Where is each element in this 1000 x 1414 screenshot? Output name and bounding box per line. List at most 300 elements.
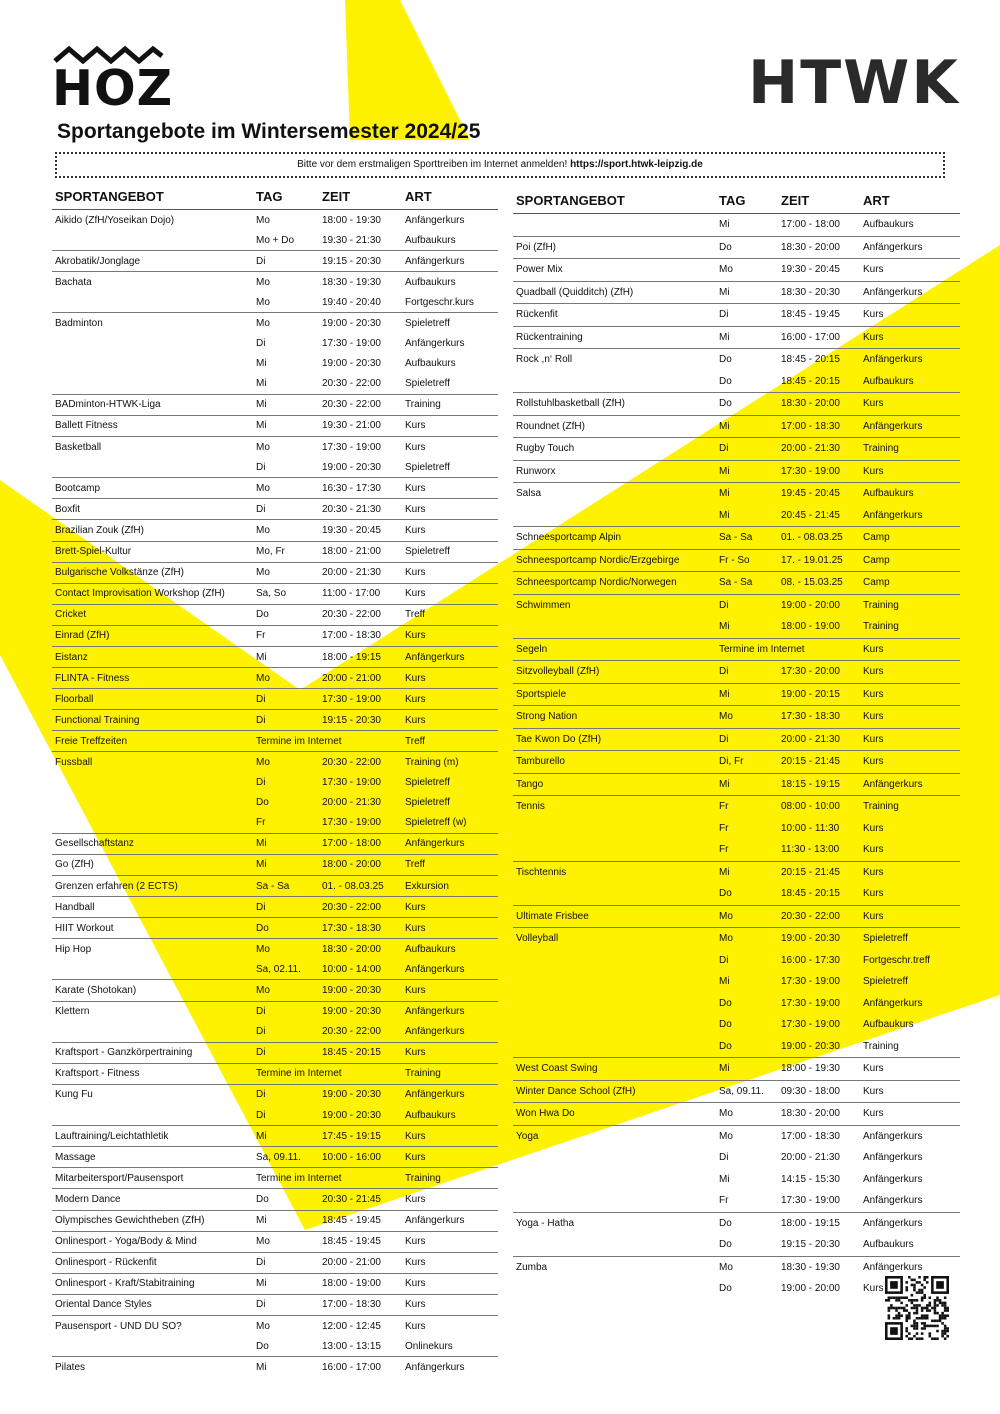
header-sport: SPORTANGEBOT (55, 188, 164, 204)
time: 13:00 - 13:15 (322, 1340, 381, 1352)
time: 19:30 - 21:30 (322, 234, 381, 246)
time: 12:00 - 12:45 (322, 1320, 381, 1332)
day: Mo (719, 1108, 733, 1120)
type: Kurs (405, 985, 426, 997)
time: 20:30 - 22:00 (322, 378, 381, 390)
day: Mi (719, 420, 730, 432)
time: 17:30 - 19:00 (322, 338, 381, 350)
day: Mi (719, 488, 730, 500)
sport-name: Karate (Shotokan) (55, 985, 137, 997)
time: 09:30 - 18:00 (781, 1085, 840, 1097)
day: Mo (256, 1320, 270, 1332)
type: Kurs (405, 1299, 426, 1311)
sport-name: Pausensport - UND DU SO? (55, 1320, 182, 1332)
type: Kurs (405, 1047, 426, 1059)
table-row (52, 457, 498, 477)
table-row (52, 917, 498, 938)
time: 19:30 - 20:45 (322, 524, 381, 536)
table-row (52, 1084, 498, 1105)
day: Mo, Fr (256, 546, 285, 558)
type: Kurs (405, 524, 426, 536)
time: 19:00 - 20:30 (322, 1006, 381, 1018)
table-row (52, 436, 498, 457)
time: 19:00 - 20:00 (781, 1283, 840, 1295)
table-row (52, 230, 498, 250)
table-row (513, 1190, 960, 1212)
time: 18:00 - 19:00 (781, 621, 840, 633)
day: Mo (719, 264, 733, 276)
table-row (513, 883, 960, 905)
type: Spieletreff (405, 797, 450, 809)
header-type: ART (863, 192, 890, 208)
table-row (52, 959, 498, 979)
day: Sa - Sa (719, 532, 753, 544)
day: Di (256, 255, 266, 267)
type: Kurs (405, 714, 426, 726)
table-row (52, 646, 498, 667)
time: 16:00 - 17:30 (781, 954, 840, 966)
type: Anfängerkurs (405, 255, 465, 267)
time: 11:00 - 17:00 (322, 588, 381, 600)
type: Camp (863, 577, 890, 589)
table-row (513, 415, 960, 438)
table-row (52, 938, 498, 959)
day: Di, Fr (719, 756, 744, 768)
time: 17:30 - 19:00 (781, 1195, 840, 1207)
day: Mo + Do (256, 234, 295, 246)
time: 18:45 - 19:45 (322, 1236, 381, 1248)
table-row (52, 793, 498, 813)
time: 17:00 - 18:30 (781, 420, 840, 432)
type: Kurs (863, 711, 884, 723)
time: 19:00 - 20:00 (781, 599, 840, 611)
table-row (52, 312, 498, 333)
sport-name: Onlinesport - Yoga/Body & Mind (55, 1236, 197, 1248)
time: 17:30 - 19:00 (322, 777, 381, 789)
table-row (52, 604, 498, 625)
time: 18:30 - 20:00 (781, 1108, 840, 1120)
table-row (513, 905, 960, 928)
type: Kurs (405, 441, 426, 453)
table-row (513, 1169, 960, 1191)
time: 18:45 - 20:15 (781, 354, 840, 366)
header-time: ZEIT (322, 188, 351, 204)
type: Spieletreff (863, 933, 908, 945)
day: Di (256, 714, 266, 726)
type: Anfängerkurs (405, 1215, 465, 1227)
type: Kurs (405, 588, 426, 600)
time: 16:00 - 17:00 (781, 331, 840, 343)
time: 20:30 - 22:00 (322, 1026, 381, 1038)
type: Anfängerkurs (863, 1152, 923, 1164)
type: Training (863, 599, 899, 611)
day: Di (256, 1089, 266, 1101)
day: Do (719, 398, 732, 410)
day: Sa, 09.11. (719, 1085, 764, 1097)
day: Termine im Internet (719, 643, 805, 655)
time: 18:00 - 19:30 (322, 214, 381, 226)
table-row (52, 1273, 498, 1294)
time: 20:00 - 21:30 (781, 443, 840, 455)
type: Kurs (863, 756, 884, 768)
type: Kurs (405, 693, 426, 705)
table-row (513, 392, 960, 415)
time: 20:30 - 22:00 (781, 910, 840, 922)
sport-name: Tango (516, 778, 544, 790)
time: 18:00 - 19:15 (781, 1217, 840, 1229)
sport-name: Eistanz (55, 651, 88, 663)
sport-name: Pilates (55, 1361, 86, 1373)
type: Anfängerkurs (405, 963, 465, 975)
type: Training (405, 399, 441, 411)
time: 18:30 - 19:30 (322, 276, 381, 288)
day: Di (719, 309, 729, 321)
time: 20:30 - 22:00 (322, 901, 381, 913)
time: 17:30 - 19:00 (322, 441, 381, 453)
day: Mo (256, 567, 270, 579)
table-row (52, 688, 498, 709)
time: 17:45 - 19:15 (322, 1130, 381, 1142)
time: 18:30 - 19:30 (781, 1261, 840, 1273)
type: Kurs (405, 420, 426, 432)
day: Do (719, 888, 732, 900)
page-title: Sportangebote im Wintersemester 2024/25 (57, 120, 481, 143)
day: Mi (256, 378, 267, 390)
sport-name: Kraftsport - Fitness (55, 1068, 140, 1080)
type: Anfängerkurs (863, 1130, 923, 1142)
sport-name: Grenzen erfahren (2 ECTS) (55, 880, 178, 892)
sport-name: Floorball (55, 693, 94, 705)
day: Mo (719, 910, 733, 922)
table-row (52, 1294, 498, 1315)
time: 19:30 - 20:45 (781, 264, 840, 276)
type: Kurs (863, 398, 884, 410)
day: Do (719, 354, 732, 366)
type: Anfängerkurs (863, 1173, 923, 1185)
sport-name: Runworx (516, 465, 556, 477)
day: Mi (256, 1215, 267, 1227)
time: 19:00 - 20:30 (322, 985, 381, 997)
table-row (52, 709, 498, 730)
table-row (513, 214, 960, 236)
time: 17:30 - 20:00 (781, 666, 840, 678)
table-row (52, 751, 498, 772)
sport-name: Schneesportcamp Nordic/Erzgebirge (516, 554, 680, 566)
day: Fr (719, 844, 729, 856)
table-row (513, 1014, 960, 1036)
day: Mi (719, 621, 730, 633)
time: 17. - 19.01.25 (781, 554, 843, 566)
sport-name: Poi (ZfH) (516, 241, 556, 253)
type: Anfängerkurs (863, 354, 923, 366)
time: 01. - 08.03.25 (322, 880, 384, 892)
type: Aufbaukurs (405, 358, 456, 370)
table-row (513, 1036, 960, 1058)
time: 17:30 - 18:30 (322, 922, 381, 934)
sport-name: Modern Dance (55, 1193, 121, 1205)
time: 19:00 - 20:30 (322, 1109, 381, 1121)
table-row (52, 1188, 498, 1209)
day: Do (256, 1340, 269, 1352)
time: 19:00 - 20:30 (322, 461, 381, 473)
sport-name: BADminton-HTWK-Liga (55, 399, 161, 411)
type: Kurs (863, 688, 884, 700)
sport-name: Segeln (516, 643, 548, 655)
day: Mo (256, 482, 270, 494)
qr-code-icon[interactable] (885, 1276, 949, 1340)
table-row (52, 896, 498, 917)
day: Mi (719, 219, 730, 231)
time: 20:00 - 21:00 (322, 672, 381, 684)
table-row (513, 993, 960, 1015)
table-row (513, 638, 960, 661)
sport-name: Massage (55, 1151, 96, 1163)
time: 19:00 - 20:30 (322, 358, 381, 370)
day: Mo (256, 441, 270, 453)
sport-name: Contact Improvisation Workshop (ZfH) (55, 588, 225, 600)
day: Fr - So (719, 554, 750, 566)
type: Kurs (405, 1320, 426, 1332)
table-row (52, 833, 498, 854)
day: Mi (256, 1361, 267, 1373)
type: Spieletreff (405, 318, 450, 330)
table-row (52, 292, 498, 312)
time: 17:30 - 19:00 (781, 997, 840, 1009)
type: Anfängerkurs (405, 838, 465, 850)
table-row (513, 594, 960, 617)
time: 17:30 - 19:00 (322, 693, 381, 705)
time: 19:15 - 20:30 (322, 255, 381, 267)
sport-name: Kung Fu (55, 1089, 93, 1101)
day: Di (256, 777, 266, 789)
type: Training (863, 1040, 899, 1052)
sport-name: Brett-Spiel-Kultur (55, 546, 132, 558)
day: Di (719, 1152, 729, 1164)
sport-name: Bachata (55, 276, 92, 288)
sport-name: Zumba (516, 1261, 548, 1273)
type: Kurs (863, 309, 884, 321)
table-row (52, 1252, 498, 1273)
sport-name: Tae Kwon Do (ZfH) (516, 733, 602, 745)
sport-name: Aikido (ZfH/Yoseikan Dojo) (55, 214, 175, 226)
table-row (52, 394, 498, 415)
sport-name: FLINTA - Fitness (55, 672, 130, 684)
type: Kurs (863, 264, 884, 276)
time: 17:30 - 19:00 (781, 1019, 840, 1031)
sport-name: Klettern (55, 1006, 90, 1018)
table-row (513, 571, 960, 594)
day: Mi (256, 859, 267, 871)
type: Kurs (405, 1236, 426, 1248)
type: Kurs (863, 733, 884, 745)
time: 14:15 - 15:30 (781, 1173, 840, 1185)
day: Mi (256, 399, 267, 411)
day: Do (256, 797, 269, 809)
table-row (513, 1256, 960, 1279)
type: Kurs (863, 844, 884, 856)
type: Anfängerkurs (405, 214, 465, 226)
sport-name: Sportspiele (516, 688, 567, 700)
sport-name: Won Hwa Do (516, 1108, 575, 1120)
type: Aufbaukurs (863, 488, 914, 500)
table-row (513, 236, 960, 259)
day: Do (719, 1239, 732, 1251)
day: Termine im Internet (256, 735, 342, 747)
table-row (52, 1336, 498, 1356)
sport-name: Kraftsport - Ganzkörpertraining (55, 1047, 193, 1059)
day: Di (256, 1299, 266, 1311)
table-row (513, 773, 960, 796)
table-row (513, 549, 960, 572)
day: Sa, 09.11. (256, 1151, 301, 1163)
time: 19:00 - 20:15 (781, 688, 840, 700)
type: Training (405, 1068, 441, 1080)
sport-name: Strong Nation (516, 711, 578, 723)
table-row (513, 1102, 960, 1125)
table-row (513, 927, 960, 950)
registration-link[interactable]: https://sport.htwk-leipzig.de (570, 159, 703, 170)
time: 18:45 - 19:45 (322, 1215, 381, 1227)
time: 20:00 - 21:30 (322, 797, 381, 809)
table-row (52, 1210, 498, 1231)
day: Mi (719, 976, 730, 988)
day: Di (256, 338, 266, 350)
time: 18:30 - 20:00 (781, 398, 840, 410)
table-row (52, 773, 498, 793)
type: Spieletreff (405, 461, 450, 473)
table-header (52, 183, 498, 210)
table-row (52, 250, 498, 271)
table-row (513, 705, 960, 728)
table-row (513, 683, 960, 706)
time: 16:30 - 17:30 (322, 482, 381, 494)
table-row (513, 281, 960, 304)
sport-name: Badminton (55, 318, 103, 330)
sport-name: Olympisches Gewichtheben (ZfH) (55, 1215, 205, 1227)
sport-name: Yoga (516, 1130, 539, 1142)
type: Kurs (405, 672, 426, 684)
type: Aufbaukurs (863, 219, 914, 231)
type: Training (405, 1172, 441, 1184)
time: 20:00 - 21:00 (322, 1257, 381, 1269)
table-row (513, 861, 960, 884)
time: 20:15 - 21:45 (781, 866, 840, 878)
day: Mo (256, 985, 270, 997)
registration-notice (55, 152, 945, 178)
day: Di (256, 1006, 266, 1018)
sport-name: Einrad (ZfH) (55, 630, 110, 642)
type: Spieletreff (405, 777, 450, 789)
type: Anfängerkurs (405, 1361, 465, 1373)
type: Kurs (863, 822, 884, 834)
type: Spieletreff (863, 976, 908, 988)
type: Aufbaukurs (405, 1109, 456, 1121)
day: Fr (256, 630, 266, 642)
day: Di (256, 1109, 266, 1121)
sport-name: Tischtennis (516, 866, 567, 878)
time: 18:00 - 19:15 (322, 651, 381, 663)
day: Mo (256, 276, 270, 288)
sport-name: Winter Dance School (ZfH) (516, 1085, 636, 1097)
hoz-logo-text: HOZ (52, 60, 174, 117)
sport-name: Functional Training (55, 714, 140, 726)
sport-name: Power Mix (516, 264, 563, 276)
table-row (513, 505, 960, 527)
table-row (52, 1231, 498, 1252)
time: 19:30 - 21:00 (322, 420, 381, 432)
type: Aufbaukurs (405, 234, 456, 246)
table-row (513, 950, 960, 972)
table-row (52, 1315, 498, 1336)
time: 01. - 08.03.25 (781, 532, 843, 544)
time: 17:00 - 18:00 (781, 219, 840, 231)
type: Anfängerkurs (863, 1217, 923, 1229)
time: 18:45 - 19:45 (781, 309, 840, 321)
type: Anfängerkurs (863, 1261, 923, 1273)
day: Mi (256, 838, 267, 850)
table-body (513, 214, 960, 1300)
type: Spieletreff (405, 546, 450, 558)
day: Mi (719, 688, 730, 700)
table-row (513, 728, 960, 751)
type: Kurs (863, 1283, 884, 1295)
type: Kurs (863, 1085, 884, 1097)
day: Mo (256, 943, 270, 955)
time: 17:30 - 18:30 (781, 711, 840, 723)
day: Sa, 02.11. (256, 963, 301, 975)
table-header (513, 187, 960, 214)
type: Kurs (863, 888, 884, 900)
type: Aufbaukurs (863, 1019, 914, 1031)
day: Fr (719, 822, 729, 834)
sport-name: Akrobatik/Jonglage (55, 255, 141, 267)
time: 20:00 - 21:30 (781, 733, 840, 745)
table-row (52, 875, 498, 896)
sport-name: Volleyball (516, 933, 559, 945)
day: Mo (256, 756, 270, 768)
time: 17:00 - 18:30 (781, 1130, 840, 1142)
day: Mi (256, 1130, 267, 1142)
sport-name: Mitarbeitersport/Pausensport (55, 1172, 184, 1184)
type: Kurs (863, 1063, 884, 1075)
type: Training (863, 801, 899, 813)
time: 16:00 - 17:00 (322, 1361, 381, 1373)
header-day: TAG (719, 192, 746, 208)
day: Mi (719, 1173, 730, 1185)
sport-name: Lauftraining/Leichtathletik (55, 1130, 169, 1142)
table-row (513, 1080, 960, 1103)
day: Do (719, 1040, 732, 1052)
table-row (52, 625, 498, 646)
sport-name: Gesellschaftstanz (55, 838, 134, 850)
table-row (52, 583, 498, 604)
day: Do (256, 922, 269, 934)
type: Onlinekurs (405, 1340, 453, 1352)
day: Mo (256, 318, 270, 330)
type: Kurs (863, 643, 884, 655)
type: Treff (405, 609, 426, 621)
type: Kurs (405, 482, 426, 494)
sport-name: West Coast Swing (516, 1063, 598, 1075)
day: Mo (719, 711, 733, 723)
time: 18:00 - 21:00 (322, 546, 381, 558)
table-row (513, 660, 960, 683)
type: Camp (863, 532, 890, 544)
sport-name: Onlinesport - Rückenfit (55, 1257, 157, 1269)
table-row (513, 1234, 960, 1256)
day: Do (719, 1019, 732, 1031)
table-row (52, 1167, 498, 1188)
